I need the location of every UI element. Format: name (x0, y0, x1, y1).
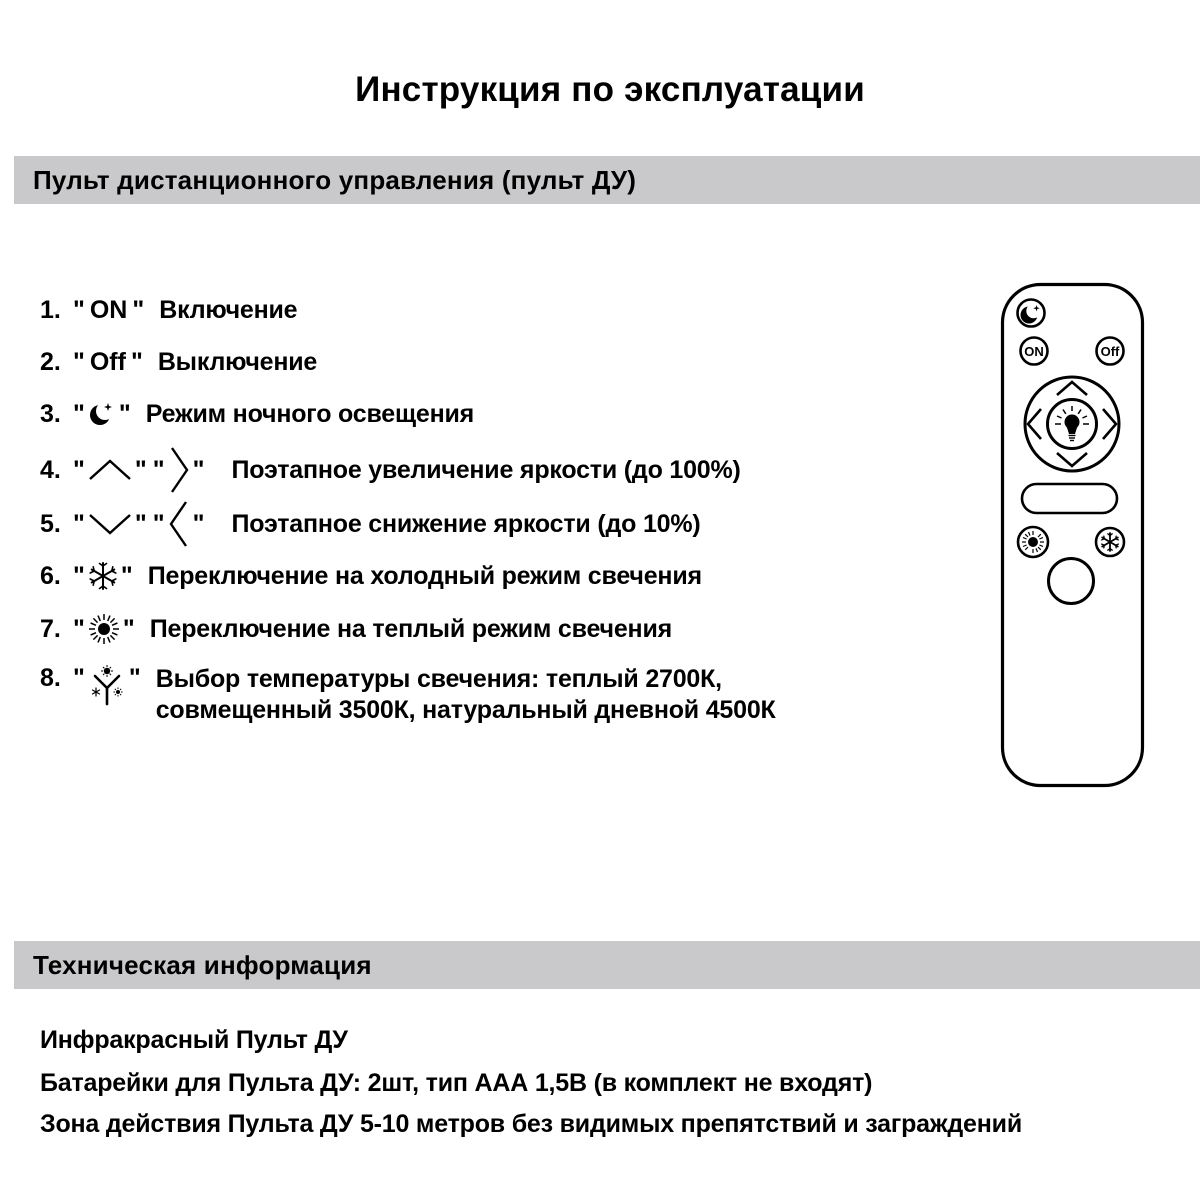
quote-mark: " (73, 509, 85, 538)
item-description: Включение (159, 295, 298, 324)
item-description: Выключение (157, 347, 318, 376)
quote-mark: " (152, 455, 165, 484)
quote-mark: " (118, 399, 131, 428)
remote-on-button (1021, 338, 1048, 365)
chevron-left-icon (168, 499, 190, 549)
item-number: 1. (40, 295, 61, 324)
item-number: 3. (40, 399, 61, 428)
list-item-warm-mode (40, 611, 672, 647)
quote-mark: " (73, 455, 85, 484)
tech-info-line: Инфракрасный Пульт ДУ (40, 1026, 348, 1054)
chevron-up-icon (88, 458, 132, 482)
list-item-brightness-up (40, 452, 741, 488)
list-item-brightness-down (40, 506, 701, 542)
item-description: Поэтапное снижение яркости (до 10%) (231, 509, 701, 538)
item-description: Переключение на теплый режим свечения (149, 614, 673, 643)
section-header-remote-label: Пульт дистанционного управления (пульт ДУ) (33, 164, 637, 195)
key-label-on: ON (89, 295, 128, 324)
quote-mark: " (73, 664, 85, 692)
quote-mark: " (132, 295, 145, 324)
svg-text:ON: ON (1024, 344, 1044, 359)
item-description: Поэтапное увеличение яркости (до 100%) (231, 455, 741, 484)
item-description: Режим ночного освещения (145, 399, 475, 428)
remote-wide-button (1022, 484, 1117, 513)
quote-mark: " (128, 664, 141, 692)
quote-mark: " (134, 455, 147, 484)
section-header-remote (14, 156, 1200, 204)
quote-mark: " (192, 455, 205, 484)
sun-warm-mode-icon (88, 613, 120, 645)
item-description-line2: совмещенный 3500К, натуральный дневной 4500К (155, 696, 776, 724)
item-description (156, 664, 776, 726)
page-title: Инструкция по эксплуатации (355, 70, 865, 109)
chevron-right-icon (168, 445, 190, 495)
remote-off-button (1097, 338, 1124, 365)
remote-control-diagram (995, 278, 1150, 793)
remote-night-mode-button (1018, 300, 1045, 327)
svg-text:Off: Off (1100, 344, 1120, 359)
item-number: 2. (40, 347, 61, 376)
quote-mark: " (122, 614, 135, 643)
list-item-cold-mode (40, 558, 702, 594)
tech-info-line: Зона действия Пульта ДУ 5-10 метров без видимых препятствий и заграждений (40, 1110, 1022, 1138)
remote-warm-mode-button (1018, 527, 1048, 557)
remote-nav-pad (1025, 377, 1119, 471)
quote-mark: " (73, 614, 85, 643)
list-item-temperature-select (40, 664, 776, 726)
chevron-down-icon (88, 512, 132, 536)
item-number: 6. (40, 561, 61, 590)
quote-mark: " (73, 399, 85, 428)
quote-mark: " (73, 561, 85, 590)
temperature-select-icon (88, 664, 126, 706)
quote-mark: " (73, 295, 85, 324)
section-header-tech-label: Техническая информация (33, 949, 372, 980)
quote-mark: " (192, 509, 205, 538)
snowflake-cold-mode-icon (88, 561, 118, 591)
item-description-line1: Выбор температуры свечения: теплый 2700К, (155, 665, 722, 693)
item-number: 8. (40, 664, 61, 692)
list-item-night-mode (40, 396, 474, 432)
item-number: 5. (40, 509, 61, 538)
item-number: 7. (40, 614, 61, 643)
quote-mark: " (120, 561, 133, 590)
moon-night-mode-icon (88, 400, 116, 428)
tech-info-line: Батарейки для Пульта ДУ: 2шт, тип ААА 1,5В (в комплект не входят) (40, 1069, 873, 1097)
quote-mark: " (73, 347, 85, 376)
list-item-on (40, 292, 297, 328)
quote-mark: " (152, 509, 165, 538)
quote-mark: " (130, 347, 143, 376)
remote-cold-mode-button (1096, 528, 1124, 556)
list-item-off (40, 344, 317, 380)
item-description: Переключение на холодный режим свечения (147, 561, 702, 590)
section-header-tech (14, 941, 1200, 989)
remote-round-button (1049, 559, 1094, 604)
item-number: 4. (40, 455, 61, 484)
key-label-off: Off (89, 347, 126, 376)
quote-mark: " (134, 509, 147, 538)
